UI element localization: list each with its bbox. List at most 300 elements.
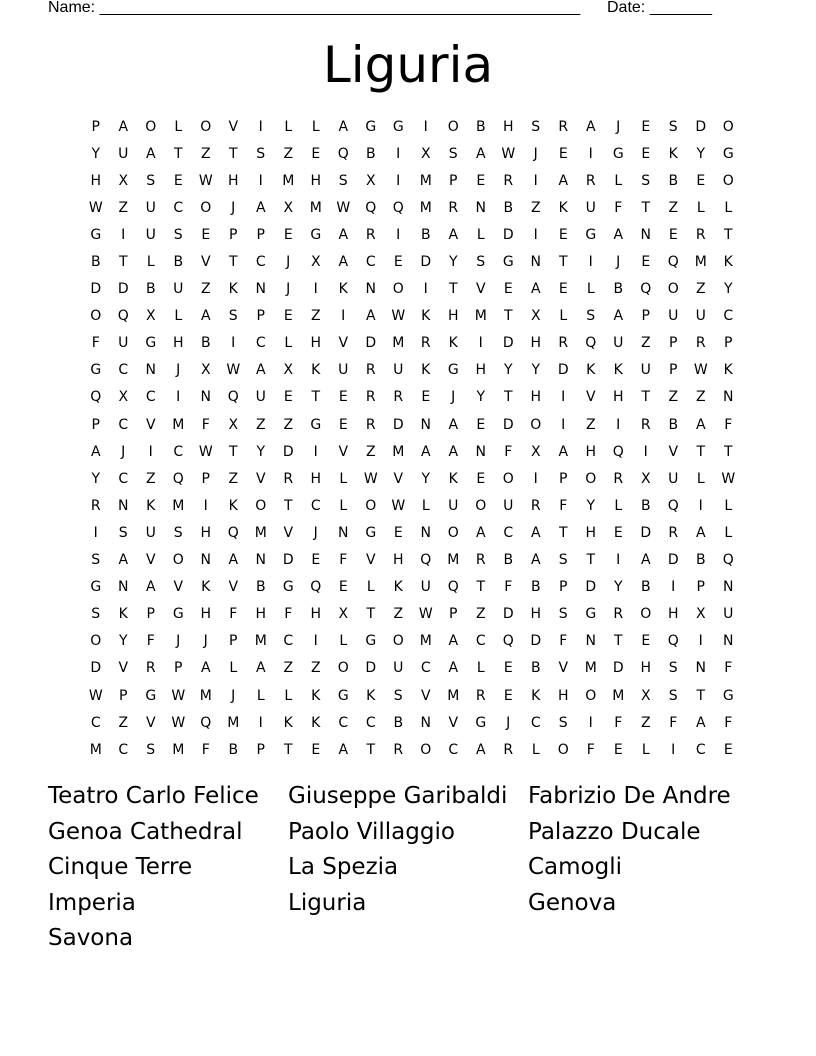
grid-letter[interactable]: F xyxy=(339,552,348,569)
grid-letter[interactable]: T xyxy=(311,389,321,406)
grid-letter[interactable]: R xyxy=(420,335,431,352)
grid-letter[interactable]: V xyxy=(200,254,211,271)
grid-letter[interactable]: K xyxy=(613,362,623,379)
grid-letter[interactable]: Q xyxy=(200,714,212,731)
grid-letter[interactable]: L xyxy=(421,497,430,514)
grid-letter[interactable]: L xyxy=(724,524,733,541)
grid-letter[interactable]: Z xyxy=(310,308,321,325)
grid-letter[interactable]: W xyxy=(226,362,241,379)
grid-letter[interactable]: E xyxy=(668,226,678,243)
grid-letter[interactable]: A xyxy=(695,416,706,433)
grid-letter[interactable]: V xyxy=(145,552,156,569)
grid-letter[interactable]: H xyxy=(172,335,184,352)
grid-letter[interactable]: L xyxy=(339,633,348,650)
grid-letter[interactable]: R xyxy=(365,389,376,406)
grid-letter[interactable]: R xyxy=(503,741,514,758)
grid-letter[interactable]: C xyxy=(118,362,129,379)
grid-letter[interactable]: K xyxy=(366,687,376,704)
grid-letter[interactable]: I xyxy=(478,335,483,352)
grid-letter[interactable]: A xyxy=(118,552,129,569)
grid-letter[interactable]: M xyxy=(199,687,212,704)
grid-letter[interactable]: K xyxy=(393,579,403,596)
grid-letter[interactable]: L xyxy=(311,118,320,135)
grid-letter[interactable]: P xyxy=(669,362,678,379)
grid-letter[interactable]: I xyxy=(616,416,621,433)
grid-letter[interactable]: L xyxy=(724,497,733,514)
grid-letter[interactable]: M xyxy=(419,199,432,216)
grid-letter[interactable]: H xyxy=(392,552,404,569)
grid-letter[interactable]: R xyxy=(695,226,706,243)
grid-letter[interactable]: H xyxy=(585,443,597,460)
grid-letter[interactable]: V xyxy=(173,579,184,596)
grid-letter[interactable]: L xyxy=(531,741,540,758)
grid-letter[interactable]: R xyxy=(283,470,294,487)
grid-letter[interactable]: S xyxy=(118,524,128,541)
grid-letter[interactable]: R xyxy=(475,552,486,569)
grid-letter[interactable]: C xyxy=(365,714,376,731)
grid-letter[interactable]: T xyxy=(283,741,293,758)
grid-letter[interactable]: G xyxy=(585,606,597,623)
grid-letter[interactable]: J xyxy=(533,145,538,162)
grid-letter[interactable]: S xyxy=(91,552,101,569)
grid-letter[interactable]: R xyxy=(365,416,376,433)
grid-letter[interactable]: U xyxy=(723,606,734,623)
grid-letter[interactable]: O xyxy=(640,606,652,623)
grid-letter[interactable]: Z xyxy=(145,470,156,487)
grid-letter[interactable]: Q xyxy=(722,552,734,569)
grid-letter[interactable]: F xyxy=(724,660,733,677)
grid-letter[interactable]: R xyxy=(640,416,651,433)
grid-letter[interactable]: M xyxy=(392,443,405,460)
grid-letter[interactable]: U xyxy=(255,389,266,406)
grid-letter[interactable]: Y xyxy=(696,145,706,162)
grid-letter[interactable]: N xyxy=(338,524,349,541)
grid-letter[interactable]: Q xyxy=(227,389,239,406)
grid-letter[interactable]: U xyxy=(118,335,129,352)
grid-letter[interactable]: H xyxy=(310,335,322,352)
grid-letter[interactable]: S xyxy=(558,552,568,569)
grid-letter[interactable]: I xyxy=(341,308,346,325)
grid-letter[interactable]: A xyxy=(338,226,349,243)
grid-letter[interactable]: L xyxy=(614,172,623,189)
grid-letter[interactable]: Y xyxy=(91,145,101,162)
grid-letter[interactable]: I xyxy=(121,226,126,243)
grid-letter[interactable]: R xyxy=(90,497,101,514)
grid-letter[interactable]: M xyxy=(447,687,460,704)
grid-letter[interactable]: N xyxy=(723,579,734,596)
grid-letter[interactable]: M xyxy=(447,552,460,569)
grid-letter[interactable]: K xyxy=(421,362,431,379)
grid-letter[interactable]: H xyxy=(557,687,569,704)
grid-letter[interactable]: T xyxy=(586,552,596,569)
grid-letter[interactable]: E xyxy=(283,226,293,243)
grid-letter[interactable]: G xyxy=(282,579,294,596)
grid-letter[interactable]: H xyxy=(530,335,542,352)
grid-letter[interactable]: M xyxy=(254,524,267,541)
grid-letter[interactable]: W xyxy=(418,606,433,623)
grid-letter[interactable]: F xyxy=(284,606,293,623)
grid-letter[interactable]: A xyxy=(228,552,239,569)
grid-letter[interactable]: X xyxy=(145,308,156,325)
grid-letter[interactable]: L xyxy=(476,226,485,243)
grid-letter[interactable]: E xyxy=(613,524,623,541)
grid-letter[interactable]: A xyxy=(640,552,651,569)
grid-letter[interactable]: T xyxy=(613,633,623,650)
grid-letter[interactable]: O xyxy=(255,497,267,514)
grid-letter[interactable]: D xyxy=(530,633,542,650)
grid-letter[interactable]: H xyxy=(200,524,212,541)
grid-letter[interactable]: S xyxy=(531,118,541,135)
grid-letter[interactable]: Y xyxy=(586,497,596,514)
grid-letter[interactable]: X xyxy=(118,389,129,406)
grid-letter[interactable]: G xyxy=(310,226,322,243)
grid-letter[interactable]: K xyxy=(228,497,238,514)
grid-letter[interactable]: I xyxy=(698,633,703,650)
grid-letter[interactable]: U xyxy=(338,362,349,379)
grid-letter[interactable]: N xyxy=(420,416,431,433)
grid-letter[interactable]: F xyxy=(724,714,733,731)
grid-letter[interactable]: O xyxy=(200,118,212,135)
grid-letter[interactable]: H xyxy=(475,362,487,379)
grid-letter[interactable]: C xyxy=(310,497,321,514)
grid-letter[interactable]: M xyxy=(282,172,295,189)
grid-letter[interactable]: E xyxy=(393,524,403,541)
grid-letter[interactable]: M xyxy=(694,254,707,271)
date-blank[interactable]: _______ xyxy=(649,0,712,16)
grid-letter[interactable]: G xyxy=(90,362,102,379)
grid-letter[interactable]: U xyxy=(145,524,156,541)
grid-letter[interactable]: K xyxy=(201,579,211,596)
grid-letter[interactable]: J xyxy=(286,281,291,298)
grid-letter[interactable]: A xyxy=(475,524,486,541)
grid-letter[interactable]: B xyxy=(255,579,266,596)
grid-letter[interactable]: B xyxy=(228,741,239,758)
grid-letter[interactable]: L xyxy=(586,281,595,298)
grid-letter[interactable]: E xyxy=(476,172,486,189)
grid-letter[interactable]: E xyxy=(311,552,321,569)
grid-letter[interactable]: L xyxy=(284,335,293,352)
grid-letter[interactable]: C xyxy=(420,660,431,677)
grid-letter[interactable]: B xyxy=(393,714,404,731)
grid-letter[interactable]: A xyxy=(255,362,266,379)
grid-letter[interactable]: P xyxy=(449,606,458,623)
grid-letter[interactable]: P xyxy=(119,687,128,704)
grid-letter[interactable]: X xyxy=(118,172,129,189)
grid-letter[interactable]: C xyxy=(90,714,101,731)
grid-letter[interactable]: S xyxy=(393,687,403,704)
grid-letter[interactable]: S xyxy=(558,606,568,623)
grid-letter[interactable]: L xyxy=(284,687,293,704)
grid-letter[interactable]: R xyxy=(365,362,376,379)
grid-letter[interactable]: O xyxy=(392,633,404,650)
grid-letter[interactable]: I xyxy=(313,443,318,460)
grid-letter[interactable]: Z xyxy=(365,443,376,460)
grid-letter[interactable]: I xyxy=(533,172,538,189)
grid-letter[interactable]: Q xyxy=(117,308,129,325)
grid-letter[interactable]: D xyxy=(420,254,432,271)
grid-letter[interactable]: F xyxy=(559,633,568,650)
grid-letter[interactable]: E xyxy=(173,172,183,189)
grid-letter[interactable]: I xyxy=(588,714,593,731)
grid-letter[interactable]: A xyxy=(145,145,156,162)
grid-letter[interactable]: H xyxy=(227,172,239,189)
grid-letter[interactable]: J xyxy=(176,362,181,379)
grid-letter[interactable]: G xyxy=(502,254,514,271)
grid-letter[interactable]: B xyxy=(613,281,624,298)
grid-letter[interactable]: E xyxy=(696,172,706,189)
grid-letter[interactable]: V xyxy=(283,524,294,541)
grid-letter[interactable]: V xyxy=(228,118,239,135)
grid-letter[interactable]: A xyxy=(448,633,459,650)
grid-letter[interactable]: X xyxy=(365,172,376,189)
grid-letter[interactable]: W xyxy=(391,497,406,514)
grid-letter[interactable]: A xyxy=(530,524,541,541)
grid-letter[interactable]: F xyxy=(146,633,155,650)
grid-letter[interactable]: M xyxy=(172,416,185,433)
grid-letter[interactable]: D xyxy=(502,606,514,623)
grid-letter[interactable]: C xyxy=(338,714,349,731)
grid-letter[interactable]: H xyxy=(200,606,212,623)
grid-letter[interactable]: N xyxy=(255,281,266,298)
grid-letter[interactable]: K xyxy=(311,362,321,379)
grid-letter[interactable]: V xyxy=(145,416,156,433)
grid-letter[interactable]: L xyxy=(614,497,623,514)
grid-letter[interactable]: A xyxy=(585,118,596,135)
grid-letter[interactable]: D xyxy=(640,524,652,541)
grid-letter[interactable]: J xyxy=(506,714,511,731)
grid-letter[interactable]: D xyxy=(557,362,569,379)
grid-letter[interactable]: U xyxy=(668,470,679,487)
grid-letter[interactable]: V xyxy=(338,443,349,460)
grid-letter[interactable]: I xyxy=(93,524,98,541)
grid-letter[interactable]: O xyxy=(585,470,597,487)
grid-letter[interactable]: Z xyxy=(530,199,541,216)
grid-letter[interactable]: O xyxy=(475,497,487,514)
grid-letter[interactable]: O xyxy=(557,741,569,758)
grid-letter[interactable]: P xyxy=(256,226,265,243)
grid-letter[interactable]: B xyxy=(668,416,679,433)
grid-letter[interactable]: E xyxy=(338,579,348,596)
grid-letter[interactable]: I xyxy=(561,389,566,406)
grid-letter[interactable]: G xyxy=(337,687,349,704)
grid-letter[interactable]: A xyxy=(255,199,266,216)
grid-letter[interactable]: P xyxy=(91,416,100,433)
grid-letter[interactable]: S xyxy=(476,254,486,271)
grid-letter[interactable]: H xyxy=(667,606,679,623)
grid-letter[interactable]: V xyxy=(393,470,404,487)
grid-letter[interactable]: N xyxy=(530,254,541,271)
grid-letter[interactable]: M xyxy=(254,633,267,650)
grid-letter[interactable]: H xyxy=(255,606,267,623)
grid-letter[interactable]: I xyxy=(258,714,263,731)
grid-letter[interactable]: T xyxy=(476,579,486,596)
grid-letter[interactable]: N xyxy=(585,633,596,650)
grid-letter[interactable]: M xyxy=(474,308,487,325)
grid-letter[interactable]: W xyxy=(171,687,186,704)
grid-letter[interactable]: S xyxy=(256,145,266,162)
grid-letter[interactable]: V xyxy=(420,687,431,704)
grid-letter[interactable]: S xyxy=(558,714,568,731)
grid-letter[interactable]: R xyxy=(613,470,624,487)
grid-letter[interactable]: W xyxy=(391,308,406,325)
grid-letter[interactable]: S xyxy=(173,524,183,541)
grid-letter[interactable]: I xyxy=(671,579,676,596)
grid-letter[interactable]: J xyxy=(286,254,291,271)
grid-letter[interactable]: W xyxy=(363,470,378,487)
grid-letter[interactable]: U xyxy=(173,281,184,298)
grid-letter[interactable]: E xyxy=(641,633,651,650)
grid-letter[interactable]: L xyxy=(256,687,265,704)
grid-letter[interactable]: X xyxy=(283,362,294,379)
grid-letter[interactable]: P xyxy=(91,118,100,135)
grid-letter[interactable]: K xyxy=(146,497,156,514)
grid-letter[interactable]: F xyxy=(504,443,513,460)
grid-letter[interactable]: O xyxy=(667,281,679,298)
grid-letter[interactable]: H xyxy=(585,524,597,541)
grid-letter[interactable]: P xyxy=(146,606,155,623)
grid-letter[interactable]: W xyxy=(88,199,103,216)
grid-letter[interactable]: J xyxy=(231,687,236,704)
grid-letter[interactable]: E xyxy=(283,389,293,406)
grid-letter[interactable]: S xyxy=(668,687,678,704)
grid-letter[interactable]: E xyxy=(283,308,293,325)
grid-letter[interactable]: Y xyxy=(476,389,486,406)
grid-letter[interactable]: B xyxy=(530,660,541,677)
grid-letter[interactable]: K xyxy=(311,687,321,704)
grid-letter[interactable]: T xyxy=(228,443,238,460)
grid-letter[interactable]: F xyxy=(724,416,733,433)
grid-letter[interactable]: O xyxy=(722,118,734,135)
grid-letter[interactable]: Y xyxy=(503,362,513,379)
grid-letter[interactable]: Y xyxy=(448,254,458,271)
grid-letter[interactable]: P xyxy=(229,226,238,243)
grid-letter[interactable]: D xyxy=(667,552,679,569)
grid-letter[interactable]: C xyxy=(475,633,486,650)
grid-letter[interactable]: U xyxy=(503,497,514,514)
grid-letter[interactable]: W xyxy=(88,687,103,704)
grid-letter[interactable]: E xyxy=(723,741,733,758)
grid-letter[interactable]: B xyxy=(668,172,679,189)
grid-letter[interactable]: E xyxy=(311,741,321,758)
grid-letter[interactable]: I xyxy=(423,281,428,298)
grid-letter[interactable]: M xyxy=(89,741,102,758)
grid-letter[interactable]: D xyxy=(612,660,624,677)
grid-letter[interactable]: S xyxy=(448,145,458,162)
grid-letter[interactable]: I xyxy=(258,172,263,189)
grid-letter[interactable]: V xyxy=(145,714,156,731)
grid-letter[interactable]: W xyxy=(693,362,708,379)
grid-letter[interactable]: K xyxy=(421,308,431,325)
grid-letter[interactable]: T xyxy=(723,443,733,460)
grid-letter[interactable]: A xyxy=(530,552,541,569)
grid-letter[interactable]: O xyxy=(420,741,432,758)
grid-letter[interactable]: H xyxy=(310,606,322,623)
grid-letter[interactable]: K xyxy=(338,281,348,298)
grid-letter[interactable]: P xyxy=(449,172,458,189)
grid-letter[interactable]: A xyxy=(695,714,706,731)
grid-letter[interactable]: Z xyxy=(640,335,651,352)
grid-letter[interactable]: L xyxy=(174,308,183,325)
grid-letter[interactable]: V xyxy=(228,579,239,596)
grid-letter[interactable]: B xyxy=(640,579,651,596)
grid-letter[interactable]: I xyxy=(258,118,263,135)
grid-letter[interactable]: Q xyxy=(392,199,404,216)
grid-letter[interactable]: L xyxy=(284,118,293,135)
grid-letter[interactable]: X xyxy=(338,606,349,623)
grid-letter[interactable]: N xyxy=(723,633,734,650)
grid-letter[interactable]: G xyxy=(172,606,184,623)
grid-letter[interactable]: R xyxy=(393,389,404,406)
grid-letter[interactable]: Z xyxy=(200,281,211,298)
grid-letter[interactable]: M xyxy=(419,172,432,189)
grid-letter[interactable]: U xyxy=(585,199,596,216)
grid-letter[interactable]: D xyxy=(282,552,294,569)
grid-letter[interactable]: V xyxy=(475,281,486,298)
grid-letter[interactable]: G xyxy=(447,362,459,379)
grid-letter[interactable]: W xyxy=(171,714,186,731)
grid-letter[interactable]: S xyxy=(641,172,651,189)
grid-letter[interactable]: T xyxy=(366,606,376,623)
grid-letter[interactable]: Z xyxy=(668,389,679,406)
grid-letter[interactable]: C xyxy=(530,714,541,731)
grid-letter[interactable]: A xyxy=(530,281,541,298)
grid-letter[interactable]: I xyxy=(203,497,208,514)
grid-letter[interactable]: A xyxy=(613,308,624,325)
grid-letter[interactable]: Q xyxy=(667,633,679,650)
grid-letter[interactable]: O xyxy=(145,118,157,135)
grid-letter[interactable]: E xyxy=(641,145,651,162)
grid-letter[interactable]: Z xyxy=(695,389,706,406)
grid-letter[interactable]: B xyxy=(420,226,431,243)
grid-letter[interactable]: C xyxy=(255,254,266,271)
grid-letter[interactable]: I xyxy=(588,254,593,271)
grid-letter[interactable]: A xyxy=(448,443,459,460)
grid-letter[interactable]: E xyxy=(201,226,211,243)
grid-letter[interactable]: Y xyxy=(723,281,733,298)
grid-letter[interactable]: Z xyxy=(118,199,129,216)
grid-letter[interactable]: J xyxy=(176,633,181,650)
grid-letter[interactable]: J xyxy=(616,254,621,271)
grid-letter[interactable]: S xyxy=(173,226,183,243)
grid-letter[interactable]: K xyxy=(448,470,458,487)
grid-letter[interactable]: R xyxy=(475,687,486,704)
grid-letter[interactable]: B xyxy=(365,145,376,162)
grid-letter[interactable]: Z xyxy=(668,199,679,216)
grid-letter[interactable]: M xyxy=(392,335,405,352)
grid-letter[interactable]: P xyxy=(669,335,678,352)
grid-letter[interactable]: B xyxy=(173,254,184,271)
grid-letter[interactable]: L xyxy=(476,660,485,677)
grid-letter[interactable]: G xyxy=(475,714,487,731)
grid-letter[interactable]: P xyxy=(256,308,265,325)
grid-letter[interactable]: A xyxy=(448,226,459,243)
grid-letter[interactable]: A xyxy=(365,308,376,325)
grid-letter[interactable]: O xyxy=(530,416,542,433)
grid-letter[interactable]: M xyxy=(172,741,185,758)
grid-letter[interactable]: V xyxy=(668,443,679,460)
grid-letter[interactable]: A xyxy=(695,524,706,541)
grid-letter[interactable]: C xyxy=(173,199,184,216)
grid-letter[interactable]: R xyxy=(448,199,459,216)
grid-letter[interactable]: L xyxy=(559,308,568,325)
grid-letter[interactable]: U xyxy=(145,226,156,243)
grid-letter[interactable]: E xyxy=(338,416,348,433)
grid-letter[interactable]: T xyxy=(641,199,651,216)
grid-letter[interactable]: S xyxy=(338,172,348,189)
grid-letter[interactable]: F xyxy=(614,199,623,216)
grid-letter[interactable]: E xyxy=(641,118,651,135)
grid-letter[interactable]: R xyxy=(530,497,541,514)
